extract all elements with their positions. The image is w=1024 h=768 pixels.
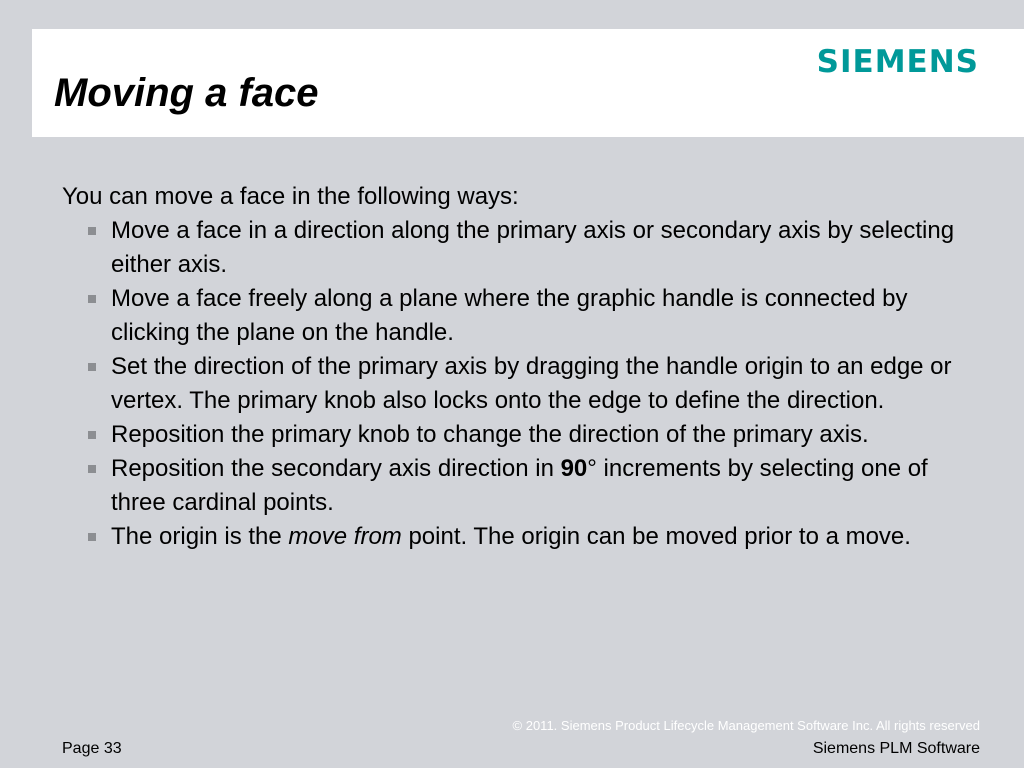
bullet-text: Move a face in a direction along the primary axis or secondary axis by selecting either axis. — [111, 217, 955, 278]
bullet-text-continued: ° increments by selecting one of three cardinal points. — [111, 455, 928, 516]
bullet-list — [62, 214, 982, 554]
intro-text: You can move a face in the following ways: — [62, 183, 519, 210]
bullet-item — [111, 418, 982, 452]
siemens-logo: SIEMENS — [816, 44, 979, 80]
bullet-item — [111, 282, 982, 350]
square-bullet-icon — [88, 431, 96, 439]
page-number: Page 33 — [62, 740, 122, 757]
bullet-item — [111, 214, 982, 282]
square-bullet-icon — [88, 227, 96, 235]
square-bullet-icon — [88, 533, 96, 541]
bullet-item — [111, 350, 982, 418]
bullet-emphasis-italic: move from — [288, 523, 402, 550]
bullet-item — [111, 452, 982, 520]
square-bullet-icon — [88, 465, 96, 473]
bullet-text: Reposition the secondary axis direction in — [111, 455, 561, 482]
header-band — [32, 29, 1024, 137]
bullet-item — [111, 520, 982, 554]
bullet-text-continued: point. The origin can be moved prior to a move. — [401, 523, 911, 550]
copyright-notice: © 2011. Siemens Product Lifecycle Management Software Inc. All rights reserved — [512, 718, 980, 733]
square-bullet-icon — [88, 295, 96, 303]
bullet-text: The origin is the — [111, 523, 289, 550]
bullet-text: Move a face freely along a plane where the graphic handle is connected by clicking the plane on the handle. — [111, 285, 908, 346]
slide-body — [62, 180, 982, 554]
bullet-text: Reposition the primary knob to change the direction of the primary axis. — [111, 421, 869, 448]
slide-title: Moving a face — [54, 71, 319, 115]
bullet-text: Set the direction of the primary axis by dragging the handle origin to an edge or vertex. The primary knob also locks onto the edge to define the direction. — [111, 353, 952, 414]
company-name: Siemens PLM Software — [812, 740, 980, 757]
bullet-emphasis-bold: 90 — [560, 455, 588, 482]
square-bullet-icon — [88, 363, 96, 371]
